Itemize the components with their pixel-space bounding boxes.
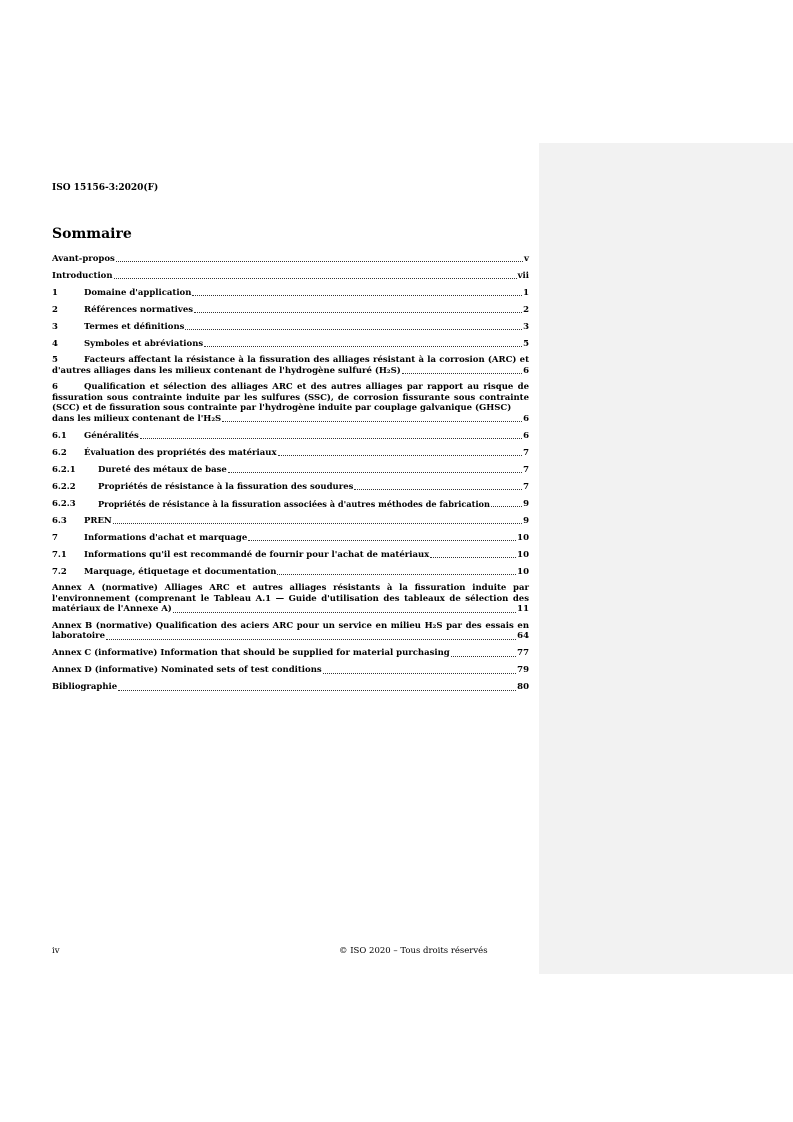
toc-entry-6-3[interactable]: 6.3 PREN 9 xyxy=(52,515,529,526)
toc-entry-annex-c[interactable]: Annex C (informative) Information that should be supplied for material purchasing 77 xyxy=(52,648,529,658)
toc-entry-2[interactable]: 2 Références normatives 2 xyxy=(52,304,529,315)
toc-entry-annex-b[interactable]: Annex B (normative) Qualification des aciers ARC pour un service en milieu H₂S par des essais en laboratoire 64 xyxy=(52,620,529,641)
toc-entry-7[interactable]: 7 Informations d'achat et marquage 10 xyxy=(52,532,529,543)
toc-entry-6-2-2[interactable]: 6.2.2 Propriétés de résistance à la fissuration des soudures 7 xyxy=(52,481,529,492)
toc-entry-7-2[interactable]: 7.2 Marquage, étiquetage et documentation 10 xyxy=(52,566,529,577)
comment-pane xyxy=(539,143,793,974)
document-id: ISO 15156-3:2020(F) xyxy=(52,183,159,193)
toc-entry-6-2[interactable]: 6.2 Évaluation des propriétés des matériaux 7 xyxy=(52,447,529,458)
toc-entry-6-1[interactable]: 6.1 Généralités 6 xyxy=(52,430,529,441)
toc-entry-6[interactable]: 6 Qualification et sélection des alliages ARC et des autres alliages par rapport au risque de fissuration sous contrainte induite par les sulfures (SSC), de corrosion fissurante sous contrainte (SCC) et de fissuration sous contrainte par l'hydrogène induite par couplage galvanique (GHSC) dans les milieux contenant de l'H₂S 6 xyxy=(52,382,529,424)
footer-copyright: © ISO 2020 – Tous droits réservés xyxy=(339,946,488,956)
toc-entry-6-2-1[interactable]: 6.2.1 Dureté des métaux de base 7 xyxy=(52,464,529,475)
toc-entry-annex-d[interactable]: Annex D (informative) Nominated sets of test conditions 79 xyxy=(52,665,529,675)
toc-title: Sommaire xyxy=(52,226,132,242)
toc-entry-3[interactable]: 3 Termes et définitions 3 xyxy=(52,321,529,332)
toc-entry-bibliographie[interactable]: Bibliographie 80 xyxy=(52,682,529,692)
toc-entry-annex-a[interactable]: Annex A (normative) Alliages ARC et autres alliages résistants à la fissuration induite par l'environnement (comprenant le Tableau A.1 — Guide d'utilisation des tableaux de sélection des matériaux de l'Annexe A) 11 xyxy=(52,583,529,614)
toc-entry-4[interactable]: 4 Symboles et abréviations 5 xyxy=(52,338,529,349)
toc-entry-avant-propos[interactable]: Avant-propos v xyxy=(52,253,529,264)
toc-entry-5[interactable]: 5 Facteurs affectant la résistance à la fissuration des alliages résistant à la corrosion (ARC) et d'autres alliages dans les milieux contenant de l'hydrogène sulfuré (H₂S) 6 xyxy=(52,355,529,376)
toc-entry-introduction[interactable]: Introduction vii xyxy=(52,270,529,281)
toc-entry-6-2-3[interactable]: 6.2.3 Propriétés de résistance à la fissuration associées à d'autres méthodes de fabrication 9 xyxy=(52,498,529,509)
table-of-contents xyxy=(52,253,529,699)
toc-entry-1[interactable]: 1 Domaine d'application 1 xyxy=(52,287,529,298)
toc-entry-7-1[interactable]: 7.1 Informations qu'il est recommandé de fournir pour l'achat de matériaux 10 xyxy=(52,549,529,560)
footer-page-number: iv xyxy=(52,946,60,956)
